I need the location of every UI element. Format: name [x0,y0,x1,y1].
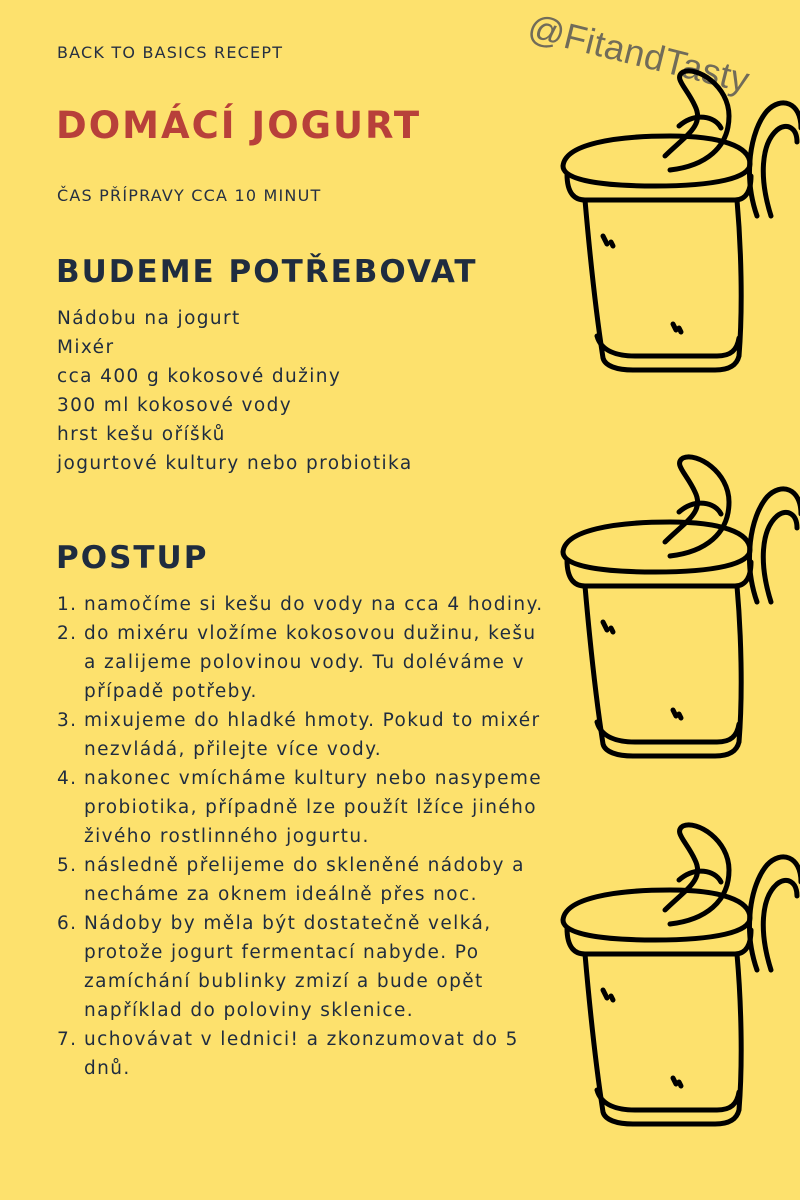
ingredient-item: jogurtové kultury nebo probiotika [57,453,413,474]
ingredient-item: Nádobu na jogurt [57,308,241,329]
ingredient-item: Mixér [57,337,115,358]
method-step: namočíme si kešu do vody na cca 4 hodiny. [84,594,544,615]
watermark-handle: @FitandTasty [524,6,754,101]
ingredients-heading: BUDEME POTŘEBOVAT [56,254,478,290]
method-step: následně přelijeme do skleněné nádoby a necháme za oknem ideálně přes noc. [84,855,525,905]
yogurt-cup-icon [545,452,800,782]
method-step: uchovávat v lednici! a zkonzumovat do 5 dnů. [84,1029,519,1079]
method-heading: POSTUP [56,540,209,576]
ingredient-item: cca 400 g kokosové dužiny [57,366,342,387]
yogurt-cup-icon [545,820,800,1150]
ingredients-list [57,304,413,478]
yogurt-cup-icon [545,66,800,396]
recipe-series-label: BACK TO BASICS RECEPT [57,43,284,62]
method-step: mixujeme do hladké hmoty. Pokud to mixér nezvládá, přilejte více vody. [84,710,541,760]
recipe-title: DOMÁCÍ JOGURT [56,104,422,147]
method-step: Nádoby by měla být dostatečně velká, protože jogurt fermentací nabyde. Po zamíchání bublinky zmizí a bude opět například do poloviny sklenice. [84,913,492,1021]
method-steps-list [57,590,552,1083]
method-step: do mixéru vložíme kokosovou dužinu, kešu a zalijeme polovinou vody. Tu doléváme v případě potřeby. [84,623,537,702]
prep-time: ČAS PŘÍPRAVY CCA 10 MINUT [57,186,322,205]
ingredient-item: hrst kešu oříšků [57,424,226,445]
method-step: nakonec vmícháme kultury nebo nasypeme probiotika, případně lze použít lžíce jiného živého rostlinného jogurtu. [84,768,543,847]
ingredient-item: 300 ml kokosové vody [57,395,293,416]
